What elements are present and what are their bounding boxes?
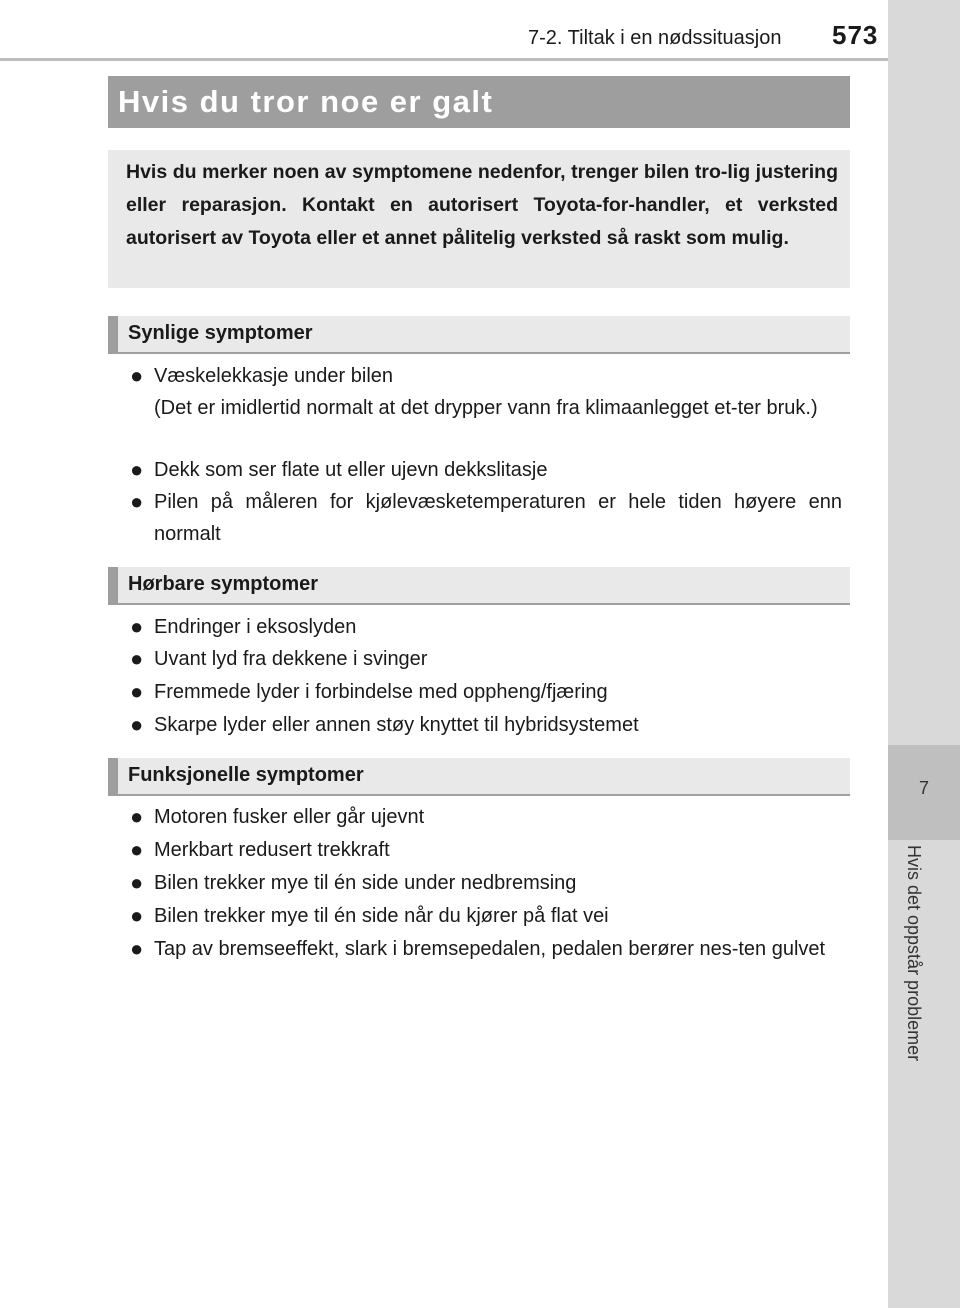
section-heading: Funksjonelle symptomer (128, 764, 364, 786)
bullet-icon: ● (130, 804, 144, 829)
list-item (130, 360, 842, 456)
list-item-text: Fremmede lyder i forbindelse med oppheng/fjæring (154, 681, 608, 703)
list-item-text: Merkbart redusert trekkraft (154, 839, 390, 861)
running-header-section: 7-2. Tiltak i en nødssituasjon (528, 27, 782, 49)
intro-box (108, 150, 850, 288)
bullet-icon: ● (130, 712, 144, 737)
page-number: 573 (832, 20, 879, 50)
bullet-icon: ● (130, 870, 144, 895)
list-item-text: Skarpe lyder eller annen støy knyttet til hybridsystemet (154, 714, 639, 736)
side-tab (888, 0, 960, 1308)
bullet-icon: ● (130, 457, 144, 482)
bullet-icon: ● (130, 936, 144, 961)
list-item-text: Endringer i eksoslyden (154, 616, 357, 638)
bullet-icon: ● (130, 837, 144, 862)
list-item-text: Bilen trekker mye til én side når du kjører på flat vei (154, 905, 609, 927)
list-item-text: Uvant lyd fra dekkene i svinger (154, 648, 428, 670)
bullet-icon: ● (130, 679, 144, 704)
section-heading: Hørbare symptomer (128, 573, 319, 595)
list-item-note: (Det er imidlertid normalt at det drypper vann fra klimaanlegget et-ter bruk.) (154, 397, 818, 419)
bullet-icon: ● (130, 903, 144, 928)
section-header-audible (108, 567, 850, 605)
bullet-icon: ● (130, 646, 144, 671)
bullet-icon: ● (130, 363, 144, 388)
list-item-text: Dekk som ser flate ut eller ujevn dekkslitasje (154, 459, 548, 481)
side-tab-chapter-title: Hvis det oppstår problemer (904, 845, 924, 1062)
bullet-icon: ● (130, 614, 144, 639)
intro-text: Hvis du merker noen av symptomene nedenfor, trenger bilen tro-lig justering eller reparasjon. Kontakt en autorisert Toyota-for-handler, et verksted autorisert av Toyota eller et annet pålitelig verksted så raskt som mulig. (126, 161, 838, 249)
section-header-visible (108, 316, 850, 354)
section-heading: Synlige symptomer (128, 322, 313, 344)
bullet-icon: ● (130, 489, 144, 514)
side-tab-chapter-number: 7 (918, 778, 929, 798)
list-item-text: Pilen på måleren for kjølevæsketemperaturen er hele tiden høyere enn normalt (154, 491, 842, 545)
list-item-text: Motoren fusker eller går ujevnt (154, 806, 425, 828)
list-item-text: Væskelekkasje under bilen (154, 365, 394, 387)
page-title: Hvis du tror noe er galt (118, 84, 494, 119)
section-header-functional (108, 758, 850, 796)
title-banner (108, 76, 850, 128)
header-rule (0, 58, 888, 61)
list-item-text: Bilen trekker mye til én side under nedbremsing (154, 872, 577, 894)
list-item-text: Tap av bremseeffekt, slark i bremsepedalen, pedalen berører nes-ten gulvet (154, 938, 826, 960)
